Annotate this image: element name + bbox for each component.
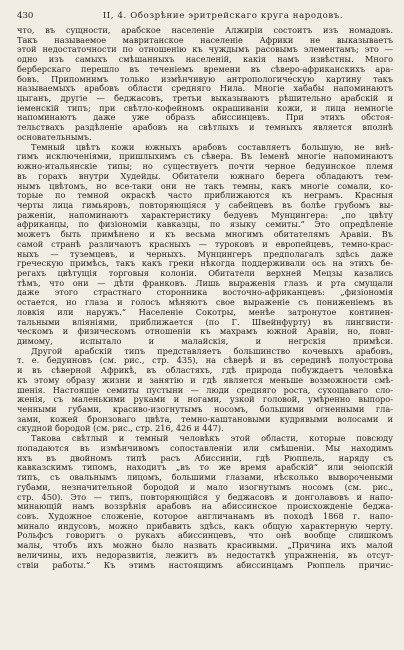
text-line: напоминаютъ даже уже образъ абиссинцевъ. При этихъ обстоя- <box>17 113 393 123</box>
text-line: африканцы, по физіономіи кавказцы, по языку семиты.“ Это опредѣленіе <box>17 220 393 230</box>
text-line: димому, испытало и малайскія, и негрскія примѣси. <box>17 337 393 346</box>
text-line: Другой арабскій типъ представляетъ большинство кочевыхъ арабовъ, <box>31 346 393 356</box>
text-line: ченными губами, красиво-изогнутымъ носомъ, большими огненными гла- <box>17 405 393 415</box>
text-line: ствіи работы.“ Къ этимъ настоящимъ абиссинцамъ Рюппель причис- <box>17 560 393 570</box>
text-line: кавказскимъ типомъ, находитъ „въ то же время арабскій“ или эѳіопскій <box>17 463 393 473</box>
text-line: къ этому образу жизни и занятію и гдѣ является меньше возможности смѣ- <box>17 375 393 385</box>
text-line: величины, ихъ недоразвитія, лежитъ въ недостаткѣ упражненія, въ отсут- <box>17 550 393 560</box>
text-line: черты лица гимьяровъ, повторяющіяся у сабейцевъ въ болѣе грубомъ вы- <box>17 200 393 210</box>
text-line: гимъ исключеніями, пришлыхимъ съ сѣвера. Въ Іеменѣ многіе напоминаютъ <box>17 152 393 162</box>
text-line: шенія. Настоящіе семиты пустыни — люди средняго роста, сухощаваго сло- <box>17 385 393 395</box>
text-line: можетъ быть примѣнено и къ весьма многимъ обитателямъ Аравіи. Въ <box>17 230 393 240</box>
text-line: стр. 450). Это — типъ, повторяющійся у беджасовъ и донголавовъ и напо- <box>17 492 393 502</box>
text-line: нхъ въ двойномъ типѣ расъ Абиссиніи, гдѣ Рюппель, наряду съ <box>17 453 393 463</box>
text-line: зами, кожей бронзоваго цвѣта, темно-каштановыми кудрявыми волосами и <box>17 414 393 424</box>
text-line: Такова свѣтлый и темный человѣкъ этой области, которые повсюду <box>31 434 393 444</box>
text-line: самой странѣ различаютъ красныхъ — туроковъ и европейцевъ, темно-крас- <box>17 239 393 249</box>
text-line: южно-итальянскіе типы; но существуетъ почти черное бедуинское племя <box>17 162 393 172</box>
text-line: скудной бородой (см. рис., стр. 216, 426 и 447). <box>17 424 224 434</box>
page-header <box>17 10 393 22</box>
text-line: ческомъ и физическомъ отношеніи къ махрамъ южной Аравіи, но, повп- <box>17 327 393 337</box>
text-line: основательнымъ. <box>17 132 92 142</box>
page-number: 430 <box>17 11 34 21</box>
text-line: торые по темной окраскѣ часто приближаются къ неграмъ. Красныя <box>17 191 393 201</box>
text-line: и въ сѣверной Африкѣ, въ областяхъ, гдѣ природа побуждаетъ человѣка <box>17 366 393 376</box>
book-page <box>17 10 393 570</box>
text-line: минало индусовъ, можно прибавить здѣсь, какъ общую характерную черту. <box>17 521 393 531</box>
text-line: попадаются въ измѣнчивомъ сопоставленіи или смѣшеніи. Мы находимъ <box>17 443 393 453</box>
text-line: тельствахъ раздѣленіе арабовъ на свѣтлыхъ и темныхъ является вполнѣ <box>17 123 393 133</box>
text-line: остается, но глаза и голосъ мѣняютъ свое выраженіе съ пониженіемъ въ <box>17 298 393 308</box>
running-head: II, 4. Обозрѣние эритрейскаго круга народовъ. <box>102 11 344 21</box>
text-line: женія, съ маленькими руками и ногами, узкой головой, умѣренно выпоро- <box>17 395 393 405</box>
text-line: совъ. Художное сложеніе, которое англичанамъ въ походѣ 1868 г. напо- <box>17 511 393 521</box>
text-line: малы, чтобъ ихъ можно было назвать красивыми. „Причина ихъ малой <box>17 541 393 551</box>
text-line: Рольфсъ говоритъ о рукахъ абиссинцевъ, что онѣ вообще слишкомъ <box>17 531 393 541</box>
text-line: одно изъ самыхъ смѣшанныхъ населеній, какія намъ извѣстны. Много <box>17 55 393 65</box>
text-line: въ горахъ внутри Худейды. Обитатели южнаго берега обладаютъ тем- <box>17 171 393 181</box>
text-line: регахъ цвѣтущія торговыя колоніи. Обитатели верхней Мецзы казались <box>17 268 393 278</box>
text-line: раженіи, напоминаютъ характеристику бедуевъ Мунцингера: „по цвѣту <box>17 210 393 220</box>
text-line: ловкія или наружъ.“ Населеніе Сокотры, менѣе затронутое континен- <box>17 307 393 317</box>
text-line: тѣмъ, что они — дѣти франковъ. Лишь выраженія глазъ и рта смущали <box>17 278 393 288</box>
body-text <box>17 26 393 570</box>
text-line: называемыхъ арабовъ области средняго Нила. Многіе хабабы напоминаютъ <box>17 84 393 94</box>
text-line: ныхъ — туземцевъ, и черныхъ. Мунцингеръ предполагалъ здѣсь даже <box>17 249 393 259</box>
text-line: типъ, съ овальнымъ лицомъ, большими глазами, нѣсколько выворочеными <box>17 473 393 483</box>
text-line: бовъ. Припомнимъ только измѣнчивую антропологическую картину такъ <box>17 74 393 84</box>
text-line: іеменскій типъ; при свѣтло-кофейномъ окрашиваніи кожи, и лица немногіе <box>17 103 393 113</box>
text-line: берберскаго перешло въ теченіемъ времени въ сѣверо-африканскихъ ара- <box>17 64 393 74</box>
text-line: этой недостаточности по отношенію къ чуждымъ расовымъ элементамъ; это — <box>17 45 393 55</box>
text-line: что, въ сущности, арабское населеніе Алжиріи состоитъ изъ номадовъ. <box>17 26 393 35</box>
text-line: тальными вліяніями, приближается (по Г. Швейнфурту) въ лингвисти- <box>17 317 393 327</box>
text-line: т. е. бедуиновъ (см. рис., стр. 435), на сѣверѣ и въ серединѣ полуострова <box>17 356 393 366</box>
text-line: греческую примѣсь, такъ какъ греки нѣкогда поддерживали ось на этихъ бе- <box>17 259 393 269</box>
text-line: Темный цвѣтъ кожи южныхъ арабовъ составляетъ большую, не внѣ- <box>31 142 393 152</box>
text-line: минающій намъ воззрѣнія арабовъ на абиссинское происхожденіе беджа- <box>17 502 393 512</box>
text-line: Такъ называемое мавританское населеніе Африки не выказываетъ <box>17 35 393 45</box>
text-line: цыганъ, другіе — беджасовъ, третьи выказываютъ рѣшительно арабскій и <box>17 94 393 104</box>
text-line: нымъ цвѣтомъ, но все-таки они не такъ темны, какъ многіе сомали, ко- <box>17 181 393 191</box>
text-line: губами, незначительной бородой и мало изогнутымъ носомъ (см. рис., <box>17 482 393 492</box>
text-line: даже этого страстнаго сторонника восточно-африканцевъ: „физіономія <box>17 288 393 298</box>
